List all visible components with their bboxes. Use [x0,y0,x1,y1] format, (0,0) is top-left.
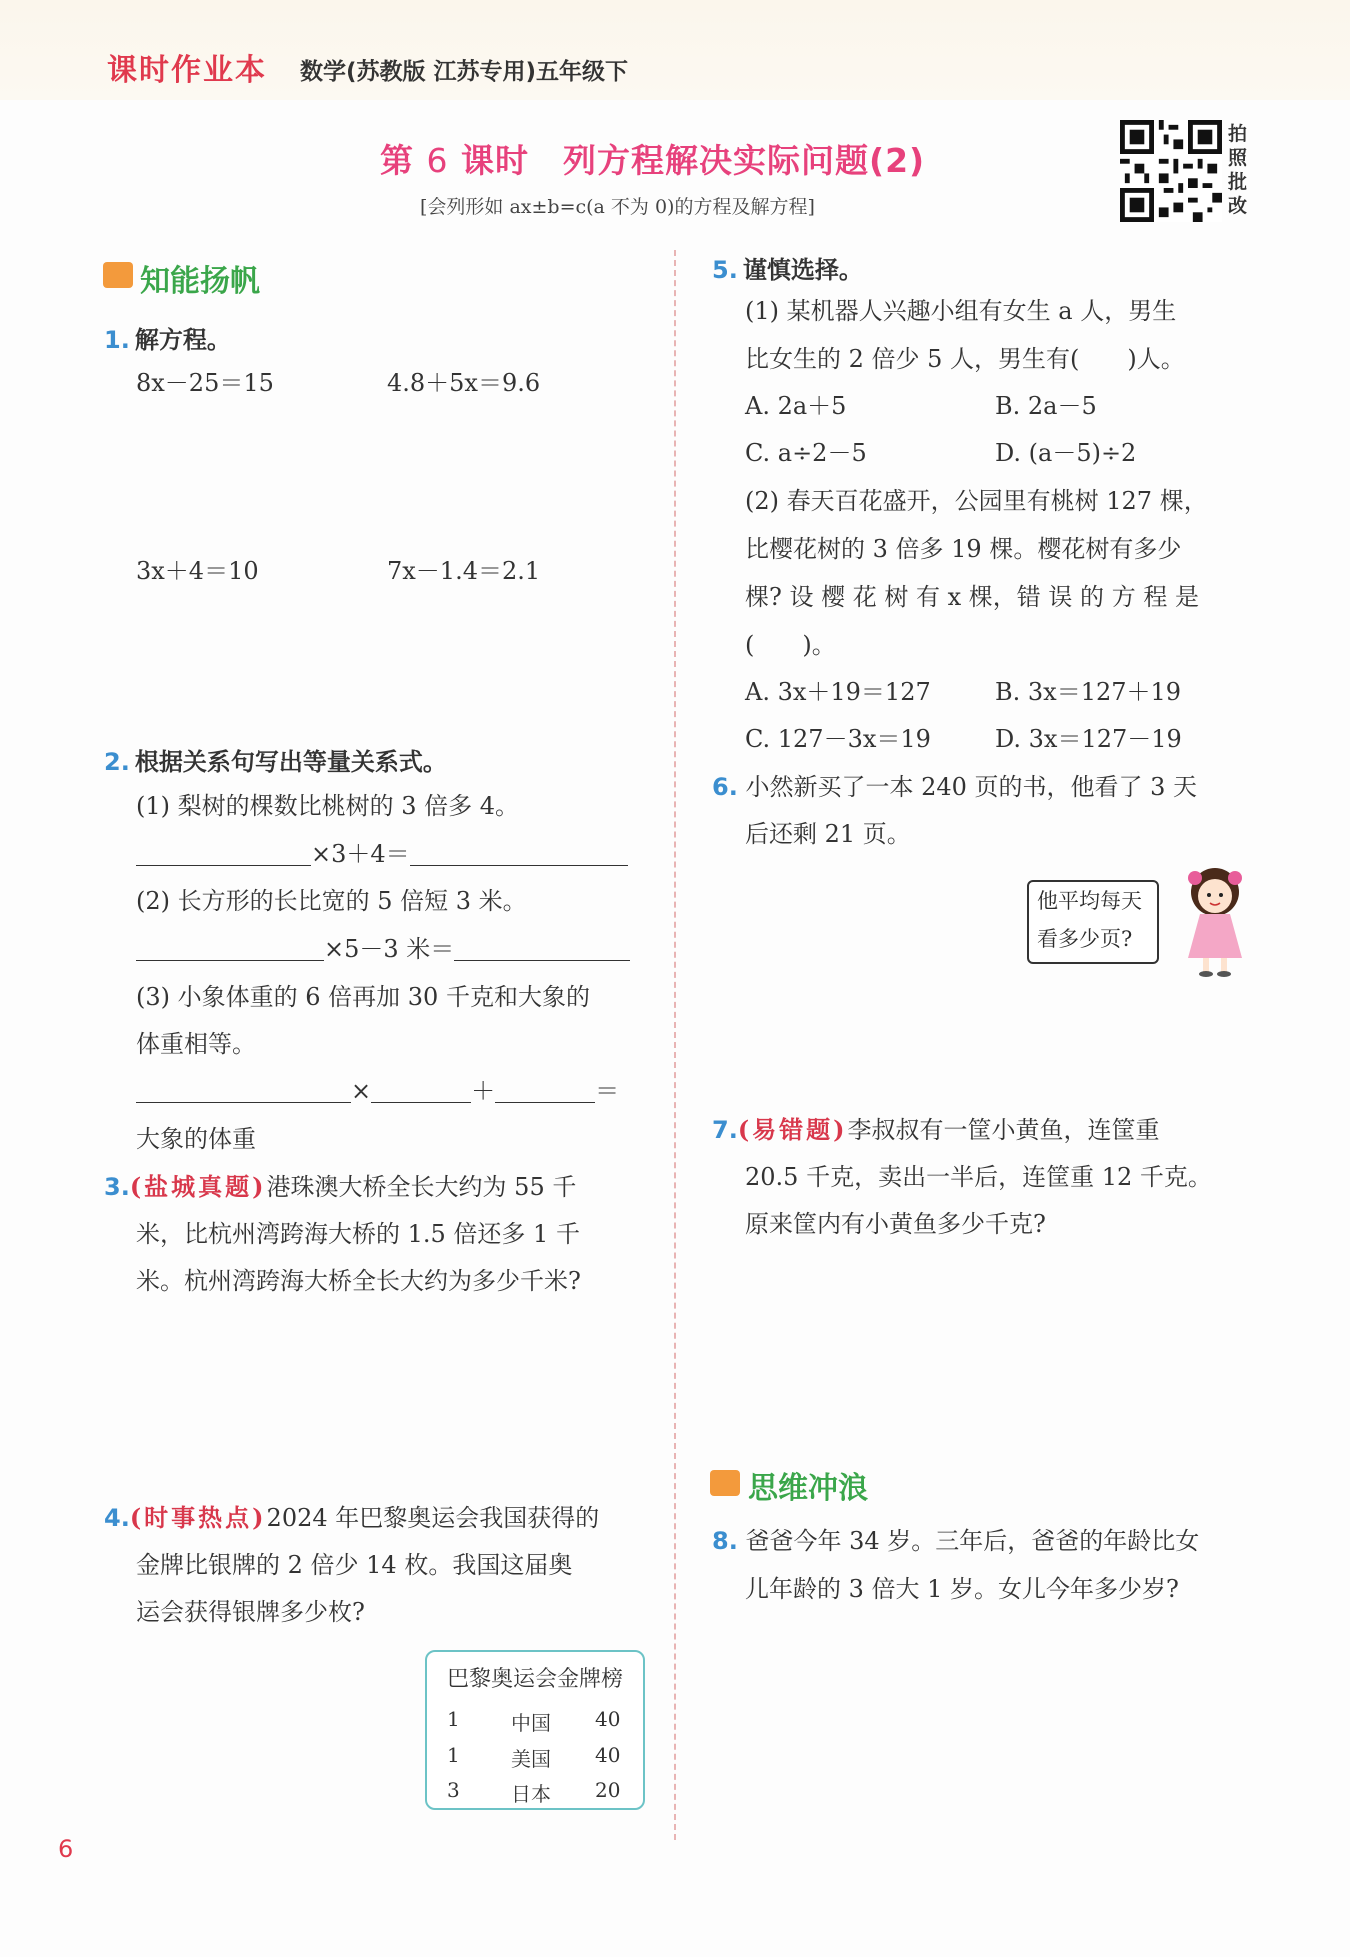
q5-p1-option-d[interactable]: D. (a－5)÷2 [995,439,1137,467]
q2-part3-line1: (3) 小象体重的 6 倍再加 30 千克和大象的 [136,983,590,1011]
q5-p1-option-a[interactable]: A. 2a＋5 [745,392,847,420]
brand-title: 课时作业本 [107,53,267,88]
question-number: 6. [712,773,738,801]
question-tag: (盐城真题) [129,1172,267,1201]
equation-4: 7x－1.4＝2.1 [387,557,541,585]
q5-p1-line2: 比女生的 2 倍少 5 人，男生有( )人。 [745,345,1185,373]
q3-line1: 港珠澳大桥全长大约为 55 千 [266,1173,577,1201]
lesson-title [380,135,980,182]
q7-line1: 李叔叔有一筐小黄鱼，连筐重 [847,1116,1160,1144]
qr-label-char: 批 [1228,171,1248,193]
question-title: 根据关系句写出等量关系式。 [134,748,447,776]
q5-p2-option-c[interactable]: C. 127－3x＝19 [745,725,931,753]
q5-p2-option-b[interactable]: B. 3x＝127＋19 [995,678,1182,706]
country: 中国 [511,1711,551,1735]
q2-part1-blanks [136,831,628,878]
question-title: 解方程。 [134,326,231,354]
question-1 [104,320,231,355]
book-subtitle: 数学(苏教版 江苏专用)五年级下 [300,59,629,85]
question-number: 5. [712,256,738,284]
section-title: 知能扬帆 [140,264,260,299]
q2-part2: (2) 长方形的长比宽的 5 倍短 3 米。 [136,887,527,915]
q7-line2: 20.5 千克，卖出一半后，连筐重 12 千克。 [745,1163,1212,1191]
q2-part1: (1) 梨树的棵数比桃树的 3 倍多 4。 [136,792,520,820]
q5-p1-option-b[interactable]: B. 2a－5 [995,392,1097,420]
q2-part3-end: 大象的体重 [136,1125,256,1153]
q5-p2-line1: (2) 春天百花盛开，公园里有桃树 127 棵， [745,487,1208,515]
q3-line2: 米，比杭州湾跨海大桥的 1.5 倍还多 1 千 [136,1220,580,1248]
qr-label [1228,122,1250,218]
answer-blank[interactable] [495,1101,595,1103]
sail-icon [103,262,133,288]
gold-count: 40 [595,1707,621,1731]
column-divider [674,250,676,1840]
q4-line3: 运会获得银牌多少枚? [136,1598,365,1626]
medal-table [425,1650,645,1810]
qr-label-char: 照 [1228,147,1248,169]
question-7 [712,1106,1160,1154]
q6-line2: 后还剩 21 页。 [745,820,911,848]
q8-line2: 儿年龄的 3 倍大 1 岁。女儿今年多少岁? [745,1575,1179,1603]
q5-p2-line2: 比樱花树的 3 倍多 19 棵。樱花树有多少 [745,535,1182,563]
girl-illustration-icon [1170,862,1260,982]
answer-blank[interactable] [136,959,324,961]
rank: 3 [447,1778,460,1802]
plus-sign: ＋ [471,1077,496,1105]
q5-p2-option-d[interactable]: D. 3x＝127－19 [995,725,1182,753]
q2-part3-blanks [136,1068,619,1115]
question-5 [712,250,863,285]
q5-p2-option-a[interactable]: A. 3x＋19＝127 [745,678,931,706]
lesson-number: 6 [426,141,449,180]
question-8 [712,1518,1199,1565]
gold-count: 20 [595,1778,621,1802]
bubble-line: 看多少页? [1037,927,1133,951]
q4-line2: 金牌比银牌的 2 倍少 14 枚。我国这届奥 [136,1551,573,1579]
lesson-goal: [会列形如 ax±b=c(a 不为 0)的方程及解方程] [420,196,815,218]
question-number: 8. [712,1527,738,1555]
q5-p2-line3: 棵? 设 樱 花 树 有 x 棵，错 误 的 方 程 是 [745,583,1199,611]
answer-blank[interactable] [410,864,628,866]
q7-line3: 原来筐内有小黄鱼多少千克? [745,1210,1046,1238]
q4-line1: 2024 年巴黎奥运会我国获得的 [266,1504,600,1532]
medal-table-title: 巴黎奥运会金牌榜 [446,1667,623,1692]
equation-2: 4.8＋5x＝9.6 [387,369,541,397]
gold-count: 40 [595,1743,621,1767]
qr-label-char: 拍 [1228,123,1248,145]
question-number: 3. [104,1173,130,1201]
answer-blank[interactable] [371,1101,471,1103]
rank: 1 [447,1707,460,1731]
q8-line1: 爸爸今年 34 岁。三年后，爸爸的年龄比女 [745,1527,1200,1555]
bubble-line: 他平均每天 [1037,889,1142,913]
question-tag: (易错题) [737,1115,848,1144]
q3-line3: 米。杭州湾跨海大桥全长大约为多少千米? [136,1267,581,1295]
qr-code-icon[interactable] [1120,120,1222,222]
q2-part2-blanks [136,926,630,973]
q2-part2-mid: ×5－3 米＝ [324,935,455,963]
answer-blank[interactable] [136,1101,351,1103]
q6-line1: 小然新买了一本 240 页的书，他看了 3 天 [745,773,1198,801]
equation-1: 8x－25＝15 [136,369,274,397]
answer-blank[interactable] [136,864,311,866]
q5-p1-option-c[interactable]: C. a÷2－5 [745,439,867,467]
question-4 [104,1494,599,1542]
times-sign: × [351,1077,372,1105]
q2-part1-mid: ×3＋4＝ [311,840,410,868]
title-text: 课时 列方程解决实际问题(2) [461,141,926,180]
q5-p2-line4: ( )。 [745,631,836,659]
answer-blank[interactable] [454,959,630,961]
question-number: 7. [712,1116,738,1144]
q2-part3-line2: 体重相等。 [136,1030,256,1058]
question-number: 4. [104,1504,130,1532]
question-2 [104,742,447,777]
country: 日本 [511,1782,551,1806]
question-tag: (时事热点) [129,1503,267,1532]
country: 美国 [511,1747,551,1771]
qr-label-char: 改 [1228,195,1248,217]
page-number: 6 [58,1835,74,1863]
title-prefix: 第 [380,141,414,180]
rank: 1 [447,1743,460,1767]
equals-sign: ＝ [595,1077,620,1105]
question-6 [712,764,1197,811]
q5-p1-line1: (1) 某机器人兴趣小组有女生 a 人，男生 [745,297,1177,325]
section-title: 思维冲浪 [748,1471,868,1506]
speech-bubble [1027,880,1159,964]
question-title: 谨慎选择。 [742,256,863,284]
question-number: 2. [104,748,130,776]
wave-icon [710,1470,740,1496]
question-number: 1. [104,326,130,354]
equation-3: 3x＋4＝10 [136,557,259,585]
question-3 [104,1163,576,1211]
